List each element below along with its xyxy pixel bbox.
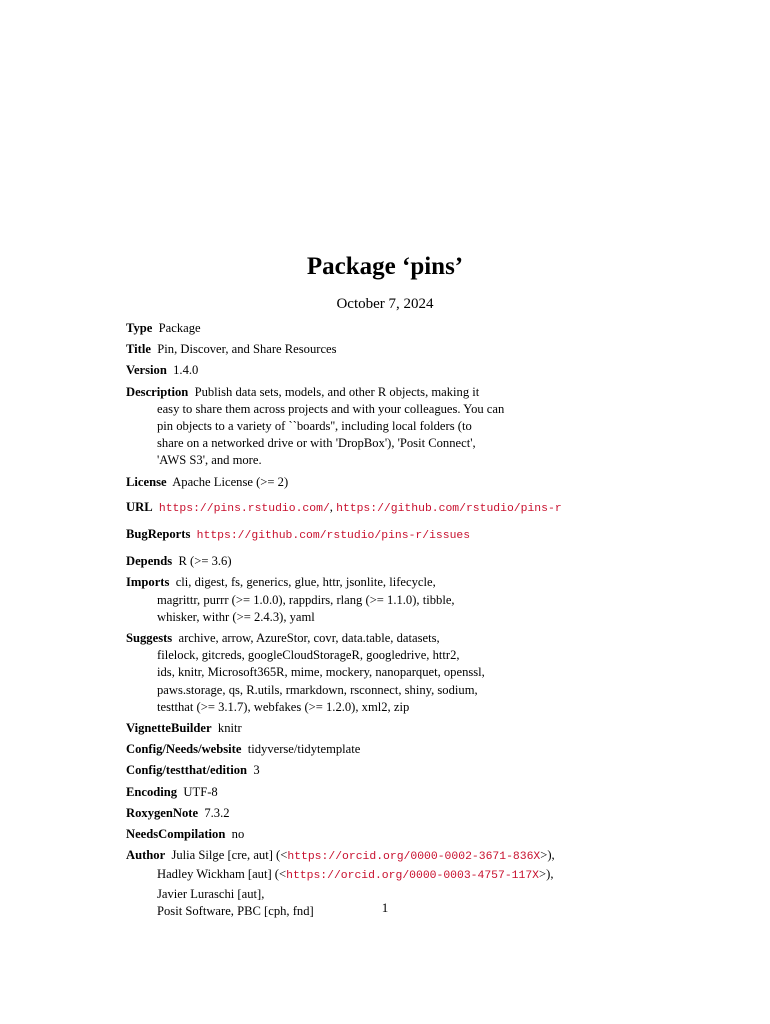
author-text: Hadley Wickham [aut] (< [157, 867, 287, 882]
author-text: >), [540, 848, 555, 863]
field-value: 3 [253, 763, 260, 778]
field-value-line: testthat (>= 3.1.7), webfakes (>= 1.2.0), xml2, zip [157, 699, 410, 714]
field-type [126, 320, 726, 337]
field-encoding [126, 784, 726, 801]
field-label: Suggests [126, 631, 173, 646]
field-vignettebuilder [126, 720, 726, 737]
field-value-line: Publish data sets, models, and other R objects, making it [194, 384, 480, 399]
page-date: October 7, 2024 [336, 296, 434, 312]
field-value: Package [158, 321, 201, 335]
field-value-line: 'AWS S3', and more. [157, 453, 262, 468]
field-value: Pin, Discover, and Share Resources [157, 342, 337, 357]
field-label: BugReports [126, 527, 191, 542]
field-value: knitr [217, 721, 242, 736]
bugreports-link[interactable]: https://github.com/rstudio/pins-r/issues [196, 530, 471, 543]
author-text: >), [539, 867, 554, 882]
field-label: Config/Needs/website [126, 742, 242, 757]
field-value-line: cli, digest, fs, generics, glue, httr, jsonlite, lifecycle, [175, 575, 436, 590]
field-value-line: archive, arrow, AzureStor, covr, data.table, datasets, [178, 631, 440, 646]
description-fields [126, 320, 726, 924]
field-value: tidyverse/tidytemplate [247, 742, 361, 757]
field-label: Version [126, 363, 167, 378]
field-label: Title [126, 342, 151, 357]
page-number: 1 [381, 900, 389, 915]
field-value: R (>= 3.6) [178, 554, 232, 569]
field-value: 1.4.0 [173, 363, 199, 378]
url-separator: , [329, 499, 337, 514]
page-title: Package ‘pins’ [306, 253, 464, 280]
field-label: URL [126, 499, 153, 514]
field-config-website [126, 741, 726, 758]
field-value-line: easy to share them across projects and with your colleagues. You can [157, 401, 505, 416]
field-label: RoxygenNote [126, 805, 199, 820]
field-value-line: paws.storage, qs, R.utils, rmarkdown, rsconnect, shiny, sodium, [157, 682, 478, 697]
orcid-link[interactable]: https://orcid.org/0000-0003-4757-117X [286, 870, 540, 883]
field-label: Description [126, 384, 189, 399]
field-value: 7.3.2 [204, 805, 230, 820]
field-value: Apache License (>= 2) [172, 474, 289, 489]
author-line: Javier Luraschi [aut], [157, 886, 265, 901]
author-line: Posit Software, PBC [cph, fnd] [157, 903, 314, 918]
field-value-line: whisker, withr (>= 2.4.3), yaml [157, 609, 315, 624]
field-config-testthat [126, 762, 726, 779]
url-link[interactable]: https://pins.rstudio.com/ [158, 502, 330, 515]
field-needscompilation [126, 826, 726, 843]
author-text: Julia Silge [cre, aut] (< [171, 848, 288, 863]
field-url [126, 499, 726, 518]
orcid-link[interactable]: https://orcid.org/0000-0002-3671-836X [287, 851, 541, 864]
field-license [126, 474, 726, 491]
field-value-line: share on a networked drive or with 'DropBox'), 'Posit Connect', [157, 436, 476, 451]
field-label: NeedsCompilation [126, 827, 226, 842]
field-depends [126, 553, 726, 570]
field-label: Config/testthat/edition [126, 763, 248, 778]
field-bugreports [126, 526, 726, 545]
field-version [126, 362, 726, 379]
field-label: VignetteBuilder [126, 721, 212, 736]
field-title [126, 341, 726, 358]
field-label: Encoding [126, 784, 178, 799]
field-label: Author [126, 848, 166, 863]
url-link[interactable]: https://github.com/rstudio/pins-r [336, 502, 562, 515]
field-label: License [126, 474, 167, 489]
field-value: no [231, 827, 245, 842]
field-label: Imports [126, 575, 170, 590]
field-value-line: pin objects to a variety of ``boards'', including local folders (to [157, 419, 472, 434]
field-label: Depends [126, 554, 173, 569]
field-label: Type [126, 321, 153, 335]
field-suggests [126, 630, 726, 716]
field-description [126, 384, 726, 470]
field-value-line: filelock, gitcreds, googleCloudStorageR, googledrive, httr2, [157, 648, 460, 663]
field-value: UTF-8 [183, 784, 218, 799]
field-roxygennote [126, 805, 726, 822]
field-value-line: ids, knitr, Microsoft365R, mime, mockery, nanoparquet, openssl, [157, 665, 485, 680]
field-imports [126, 574, 726, 626]
field-value-line: magrittr, purrr (>= 1.0.0), rappdirs, rlang (>= 1.1.0), tibble, [157, 592, 455, 607]
